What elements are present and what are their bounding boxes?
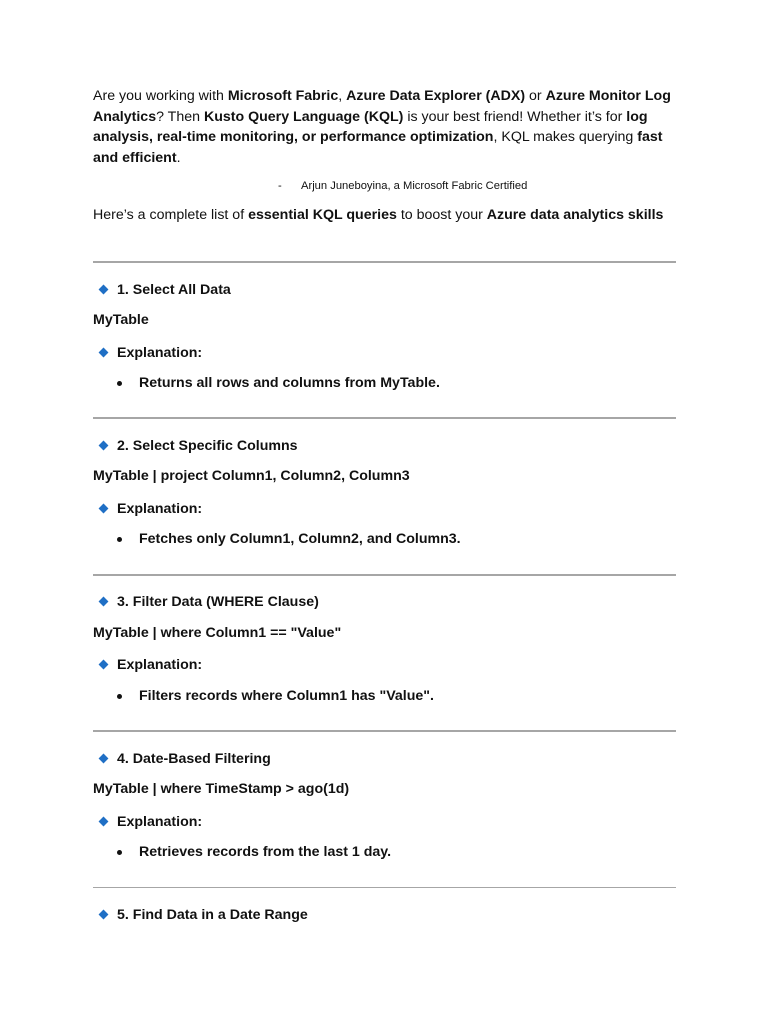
bullet-dot-icon	[117, 381, 122, 386]
intro-bold-1: Microsoft Fabric	[227, 88, 339, 104]
diamond-bullet-icon	[99, 817, 109, 827]
intro-paragraph	[93, 86, 676, 168]
diamond-bullet-icon	[99, 504, 109, 514]
lead-bold-2: Azure data analytics skills	[486, 207, 664, 223]
query-text: MyTable | where TimeStamp > ago(1d)	[93, 781, 350, 797]
diamond-bullet-icon	[99, 285, 109, 295]
diamond-bullet-icon	[99, 754, 109, 764]
explanation-label: Explanation:	[117, 345, 203, 361]
explanation-text: Fetches only Column1, Column2, and Column3.	[139, 531, 461, 547]
diamond-bullet-icon	[99, 597, 109, 607]
section-heading-text: 5. Find Data in a Date Range	[117, 907, 308, 923]
intro-bold-6: fast and efficient	[93, 129, 663, 166]
explanation-label: Explanation:	[117, 657, 203, 673]
section-heading-text: 2. Select Specific Columns	[117, 438, 298, 454]
intro-bold-4: Kusto Query Language (KQL)	[203, 108, 404, 125]
explanation-label: Explanation:	[117, 814, 203, 830]
section-heading-text: 1. Select All Data	[117, 282, 231, 298]
bullet-dot-icon	[117, 694, 122, 699]
attribution-dash: -	[278, 180, 282, 192]
intro-bold-5: log analysis, real-time monitoring, or performance optimization	[93, 108, 648, 145]
section-divider	[93, 261, 676, 263]
attribution-text: Arjun Juneboyina, a Microsoft Fabric Certified	[301, 180, 528, 192]
section-divider	[93, 887, 676, 888]
section-heading-text: 3. Filter Data (WHERE Clause)	[117, 594, 319, 610]
lead-text-1: Here’s a complete list of	[93, 207, 249, 223]
lead-bold-1: essential KQL queries	[248, 207, 397, 223]
intro-bold-3: Azure Monitor Log Analytics	[93, 88, 671, 125]
intro-text-5: is your best friend! Whether it’s for	[403, 108, 627, 125]
section-heading-text: 4. Date-Based Filtering	[117, 751, 271, 767]
intro-text-1: Are you working with	[93, 88, 228, 104]
query-text: MyTable	[93, 312, 149, 328]
bullet-dot-icon	[117, 850, 122, 855]
bullet-dot-icon	[117, 537, 122, 542]
intro-text-2: ,	[338, 88, 347, 104]
lead-text-2: to boost your	[396, 207, 487, 223]
intro-text-3: or	[525, 88, 546, 104]
diamond-bullet-icon	[99, 660, 109, 670]
intro-text-6: , KQL makes querying	[493, 129, 638, 145]
query-text: MyTable | where Column1 == "Value"	[93, 625, 342, 641]
section-divider	[93, 574, 676, 576]
query-text: MyTable | project Column1, Column2, Column3	[93, 468, 410, 484]
diamond-bullet-icon	[99, 910, 109, 920]
diamond-bullet-icon	[99, 441, 109, 451]
lead-paragraph	[93, 205, 676, 226]
intro-text-4: ? Then	[156, 108, 204, 125]
section-divider	[93, 730, 676, 732]
explanation-text: Retrieves records from the last 1 day.	[139, 844, 392, 860]
explanation-label: Explanation:	[117, 501, 203, 517]
diamond-bullet-icon	[99, 348, 109, 358]
explanation-text: Returns all rows and columns from MyTable.	[139, 375, 440, 391]
intro-text-7: .	[176, 149, 181, 166]
explanation-text: Filters records where Column1 has "Value".	[139, 688, 434, 704]
section-divider	[93, 417, 676, 419]
intro-bold-2: Azure Data Explorer (ADX)	[346, 88, 526, 104]
